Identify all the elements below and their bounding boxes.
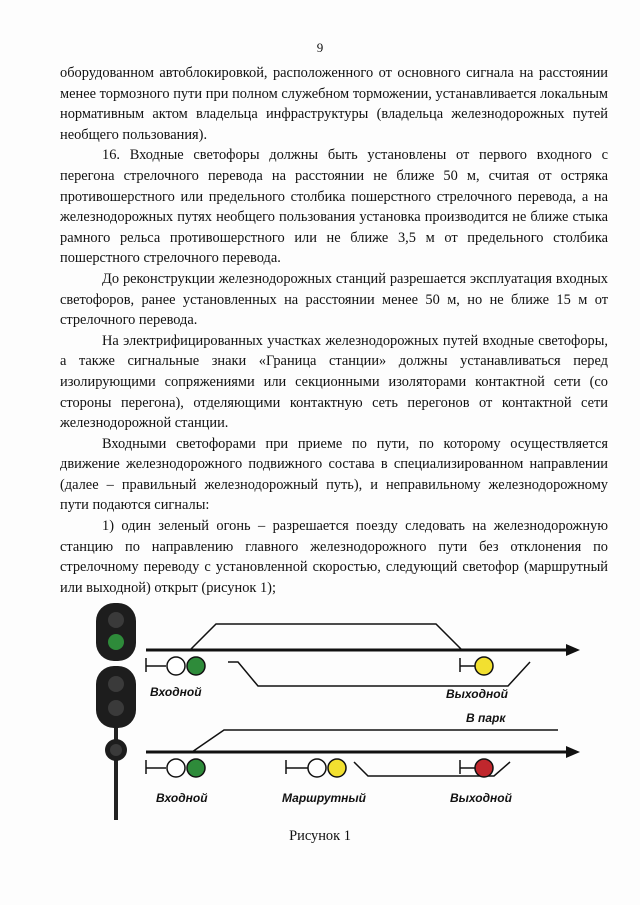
entry-top-lamp-off: [167, 657, 185, 675]
body-text: [60, 63, 608, 598]
paragraph: оборудованном автоблокировкой, расположенного от основного сигнала на расстоянии менее тормозного пути при полном служебном торможении, устанавливается локальным нормативным актом владельца инфраструктуры (владельца железнодорожных путей необщего пользования).: [60, 65, 608, 143]
lamp-4: [108, 700, 124, 716]
label-entry-top: Входной: [150, 685, 202, 699]
entry-bottom-lamp-green: [187, 759, 205, 777]
signal-head-lower: [96, 666, 136, 728]
label-exit-bottom: Выходной: [450, 791, 512, 805]
signal-diagram: [88, 600, 588, 830]
page-number: 9: [316, 40, 324, 55]
label-exit-top: Выходной: [446, 687, 508, 701]
lamp-1: [108, 612, 124, 628]
label-to-park: В парк: [466, 711, 506, 725]
arrow-bottom: [566, 746, 580, 758]
entry-bottom-lamp-off: [167, 759, 185, 777]
lower-scheme: [146, 730, 580, 777]
paragraph: На электрифицированных участках железнодорожных путей входные светофоры, а также сигнальные знаки «Граница станции» должны устанавливаться перед изолирующими сопряжениями или секционными изоляторами контактной сети (со стороны перегона), отделяющими контактную сеть перегонов от контактной сети железнодорожной станции.: [60, 332, 608, 432]
main-signal: [96, 603, 136, 820]
label-entry-bottom: Входной: [156, 791, 208, 805]
arrow-top: [566, 644, 580, 656]
label-route: Маршрутный: [282, 791, 367, 805]
lamp-green-lit: [108, 634, 124, 650]
route-lamp-off: [308, 759, 326, 777]
paragraph: До реконструкции железнодорожных станций разрешается эксплуатация входных светофоров, ранее установленных на расстоянии менее 50 м, но не ближе 15 м от стрелочного перевода.: [60, 270, 608, 329]
signal-head-upper: [96, 603, 136, 661]
upper-scheme: [146, 624, 580, 686]
exit-bottom-lamp-red: [475, 759, 493, 777]
figure-caption: Рисунок 1: [289, 828, 351, 844]
exit-top-lamp-yellow: [475, 657, 493, 675]
park-branch: [192, 730, 558, 752]
siding-top: [190, 624, 462, 650]
paragraph: 1) один зеленый огонь – разрешается поезду следовать на железнодорожную станцию по направлению главного железнодорожного пути без отклонения по стрелочному переводу с установленной скоростью, следующий светофор (маршрутный или выходной) открыт (рисунок 1);: [60, 518, 608, 596]
lamp-5: [110, 744, 122, 756]
paragraph: Входными светофорами при приеме по пути, по которому осуществляется движение железнодорожного подвижного состава в специализированном направлении (далее – правильный железнодорожный путь), и неправильному железнодорожному пути подаются сигналы:: [60, 435, 608, 514]
route-lamp-yellow: [328, 759, 346, 777]
entry-top-lamp-green: [187, 657, 205, 675]
paragraph: 16. Входные светофоры должны быть установлены от первого входного с перегона стрелочного перевода на расстоянии не ближе 50 м, считая от остряка противошерстного или предельного столбика пошерстного стрелочного перевода, а на железнодорожных путях необщего пользования установка производится не ближе стыка рамного рельса противошерстного или не ближе 3,5 м от предельного столбика пошерстного стрелочного перевода.: [60, 147, 608, 267]
lamp-3: [108, 676, 124, 692]
figure-1: [88, 600, 588, 830]
